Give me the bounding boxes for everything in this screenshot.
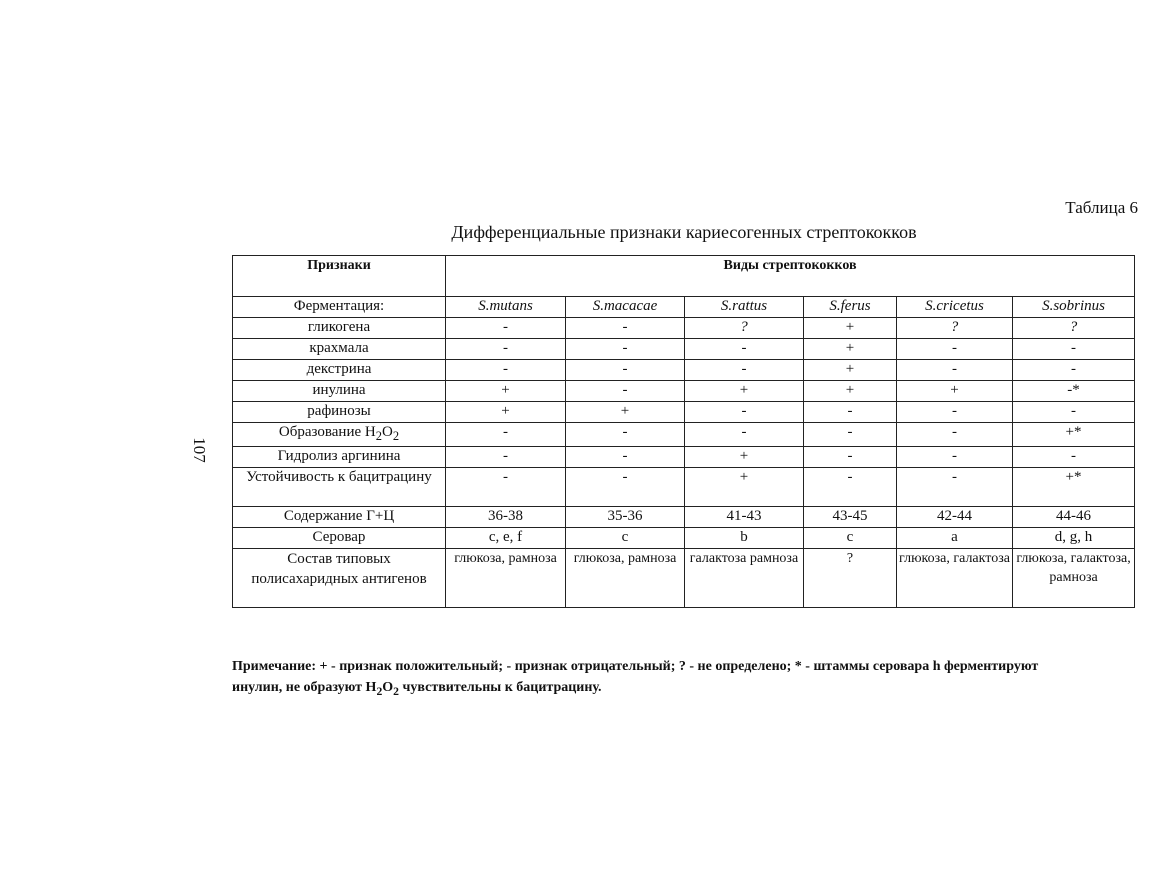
- table-cell: +*: [1013, 423, 1135, 447]
- table-cell: -: [446, 318, 566, 339]
- row-label: Устойчивость к бацитрацину: [233, 468, 446, 507]
- row-label: Образование $H_2O_2$: [233, 423, 446, 447]
- table-cell: глюкоза, рамноза: [566, 549, 685, 608]
- table-cell: +: [446, 402, 566, 423]
- table-cell: глюкоза, рамноза: [446, 549, 566, 608]
- table-cell: -: [566, 339, 685, 360]
- table-row: [233, 549, 1135, 608]
- table-cell: +: [804, 381, 897, 402]
- table-cell: 36-38: [446, 507, 566, 528]
- table-cell: глюкоза, галактоза, рамноза: [1013, 549, 1135, 608]
- features-table: [232, 255, 1135, 608]
- table-cell: -: [897, 339, 1013, 360]
- species-name: S.rattus: [685, 297, 804, 318]
- table-header-row: [233, 256, 1135, 297]
- table-row: [233, 318, 1135, 339]
- table-cell: c: [566, 528, 685, 549]
- row-label: Содержание Г+Ц: [233, 507, 446, 528]
- table-cell: -: [1013, 402, 1135, 423]
- table-cell: -: [685, 402, 804, 423]
- table-cell: -: [446, 339, 566, 360]
- table-cell: -: [685, 360, 804, 381]
- table-cell: +: [804, 318, 897, 339]
- table-row: [233, 447, 1135, 468]
- species-name: S.cricetus: [897, 297, 1013, 318]
- table-cell: 42-44: [897, 507, 1013, 528]
- table-cell: ?: [897, 318, 1013, 339]
- table-cell: -: [446, 360, 566, 381]
- table-cell: +*: [1013, 468, 1135, 507]
- table-cell: +: [685, 468, 804, 507]
- table-cell: d, g, h: [1013, 528, 1135, 549]
- page-number: 107: [189, 437, 209, 463]
- table-cell: -: [804, 423, 897, 447]
- table-cell: -: [446, 468, 566, 507]
- table-cell: 35-36: [566, 507, 685, 528]
- species-name: S.ferus: [804, 297, 897, 318]
- table-cell: -: [566, 318, 685, 339]
- table-cell: 41-43: [685, 507, 804, 528]
- table-cell: -*: [1013, 381, 1135, 402]
- table-cell: -: [897, 468, 1013, 507]
- table-cell: +: [685, 381, 804, 402]
- table-row: [233, 360, 1135, 381]
- species-group-header: Виды стрептококков: [446, 256, 1135, 297]
- table-cell: 44-46: [1013, 507, 1135, 528]
- fermentation-label: Ферментация:: [233, 297, 446, 318]
- row-label: инулина: [233, 381, 446, 402]
- table-row: [233, 528, 1135, 549]
- table-cell: -: [446, 423, 566, 447]
- table-row: [233, 507, 1135, 528]
- table-cell: галактоза рамноза: [685, 549, 804, 608]
- note-line-1: Примечание: + - признак положительный; - признак отрицательный; ? - не определено; * - штаммы серовара h ферментируют: [232, 659, 1039, 674]
- table-cell: -: [897, 360, 1013, 381]
- note-line-2: инулин, не образуют $H_2O_2$ чувствительны к бацитрацину.: [232, 680, 602, 698]
- row-label: Состав типовых полисахаридных антигенов: [233, 549, 446, 608]
- table-row: [233, 423, 1135, 447]
- table-cell: -: [897, 402, 1013, 423]
- table-cell: +: [446, 381, 566, 402]
- table-cell: -: [566, 381, 685, 402]
- table-cell: -: [1013, 339, 1135, 360]
- table-row: [233, 381, 1135, 402]
- table-cell: a: [897, 528, 1013, 549]
- table-cell: -: [804, 402, 897, 423]
- table-cell: b: [685, 528, 804, 549]
- table-cell: c: [804, 528, 897, 549]
- table-cell: -: [804, 468, 897, 507]
- table-cell: -: [566, 423, 685, 447]
- table-note: [232, 656, 1144, 702]
- table-cell: -: [446, 447, 566, 468]
- row-label: гликогена: [233, 318, 446, 339]
- row-label: Гидролиз аргинина: [233, 447, 446, 468]
- table-cell: -: [685, 423, 804, 447]
- table-cell: +: [897, 381, 1013, 402]
- table-row: [233, 402, 1135, 423]
- table-cell: -: [804, 447, 897, 468]
- species-name: S.mutans: [446, 297, 566, 318]
- species-name: S.sobrinus: [1013, 297, 1135, 318]
- row-label: Серовар: [233, 528, 446, 549]
- table-cell: ?: [1013, 318, 1135, 339]
- species-name: S.macacae: [566, 297, 685, 318]
- table-cell: ?: [685, 318, 804, 339]
- table-cell: глюкоза, галактоза: [897, 549, 1013, 608]
- table-cell: ?: [804, 549, 897, 608]
- table-row: [233, 468, 1135, 507]
- species-header-row: [233, 297, 1135, 318]
- table-cell: +: [685, 447, 804, 468]
- table-cell: -: [685, 339, 804, 360]
- row-label: крахмала: [233, 339, 446, 360]
- row-label: декстрина: [233, 360, 446, 381]
- table-number: Таблица 6: [1065, 198, 1138, 217]
- table-cell: -: [566, 468, 685, 507]
- table-cell: -: [897, 423, 1013, 447]
- table-cell: +: [566, 402, 685, 423]
- table-cell: c, e, f: [446, 528, 566, 549]
- table-row: [233, 339, 1135, 360]
- table-cell: -: [566, 447, 685, 468]
- table-cell: +: [804, 339, 897, 360]
- table-cell: -: [1013, 447, 1135, 468]
- table-cell: -: [1013, 360, 1135, 381]
- table-cell: +: [804, 360, 897, 381]
- table-cell: -: [897, 447, 1013, 468]
- table-cell: 43-45: [804, 507, 897, 528]
- table-title: Дифференциальные признаки кариесогенных стрептококков: [451, 222, 917, 242]
- features-header: Признаки: [233, 256, 446, 297]
- table-cell: -: [566, 360, 685, 381]
- row-label: рафинозы: [233, 402, 446, 423]
